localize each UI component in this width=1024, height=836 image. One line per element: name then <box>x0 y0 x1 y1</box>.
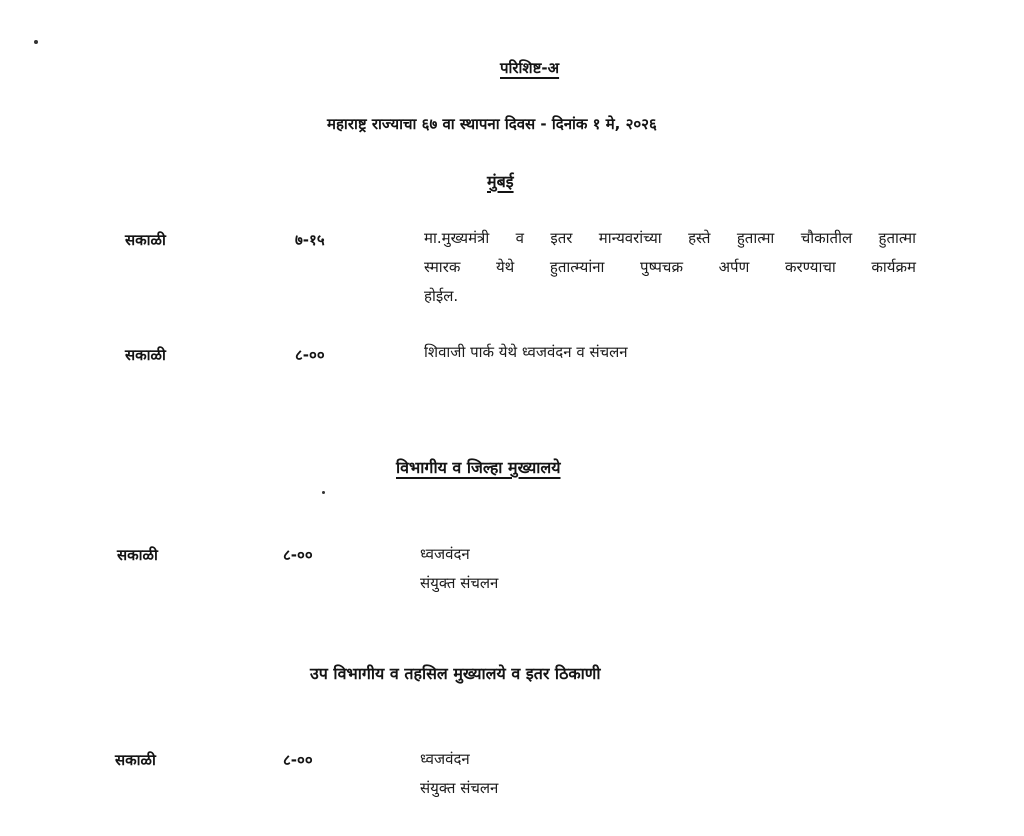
section-title-mumbai: मुंबई <box>487 172 514 191</box>
period-label: सकाळी <box>117 546 158 564</box>
time-value: ७-१५ <box>295 231 325 249</box>
time-value: ८-०० <box>283 546 313 564</box>
event-description <box>424 338 628 367</box>
description-line: होईल. <box>424 287 459 305</box>
description-line: ध्वजवंदन <box>420 545 470 563</box>
description-line: संयुक्त संचलन <box>420 574 499 592</box>
event-description <box>420 540 498 598</box>
description-line: ध्वजवंदन <box>420 750 470 768</box>
description-line: संयुक्त संचलन <box>420 779 499 797</box>
description-line: शिवाजी पार्क येथे ध्वजवंदन व संचलन <box>424 343 628 361</box>
section-title-district-hq: विभागीय व जिल्हा मुख्यालये <box>396 458 561 477</box>
event-description <box>420 745 498 803</box>
section-title-tehsil-hq: उप विभागीय व तहसिल मुख्यालये व इतर ठिकाणी <box>310 664 601 683</box>
time-value: ८-०० <box>283 751 313 769</box>
description-line: मा.मुख्यमंत्री व इतर मान्यवरांच्या हस्ते हुतात्मा चौकातील हुतात्मा <box>424 229 916 247</box>
description-line: स्मारक येथे हुतात्म्यांना पुष्पचक्र अर्पण करण्याचा कार्यक्रम <box>424 258 916 276</box>
period-label: सकाळी <box>125 346 166 364</box>
appendix-title: परिशिष्ट-अ <box>500 59 560 77</box>
scan-speck <box>322 491 325 494</box>
period-label: सकाळी <box>125 231 166 249</box>
document-subtitle: महाराष्ट्र राज्याचा ६७ वा स्थापना दिवस - दिनांक १ मे, २०२६ <box>327 115 657 133</box>
period-label: सकाळी <box>115 751 156 769</box>
time-value: ८-०० <box>295 346 325 364</box>
event-description <box>424 224 916 311</box>
scan-speck <box>34 40 38 44</box>
